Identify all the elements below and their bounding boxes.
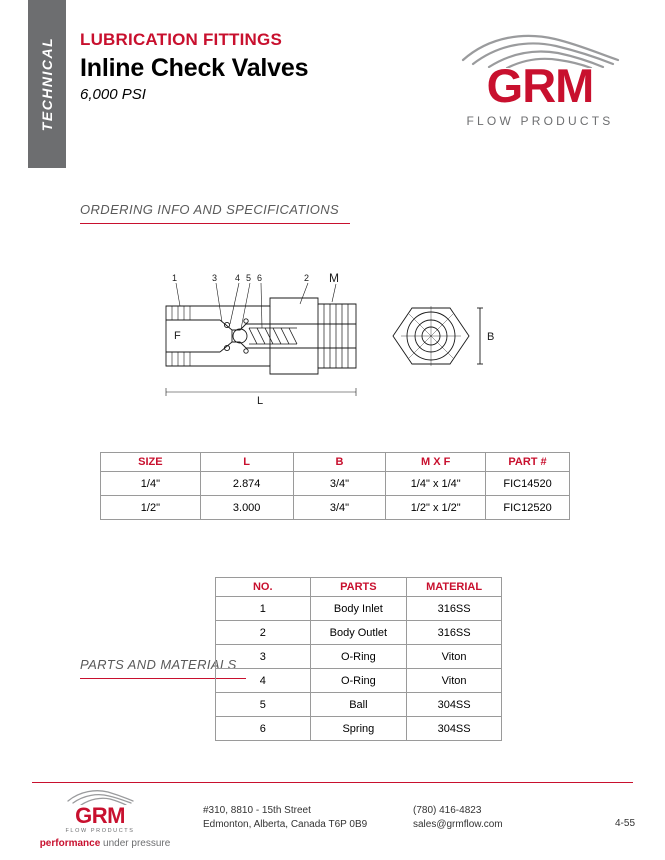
address-line-2: Edmonton, Alberta, Canada T6P 0B9 xyxy=(203,819,368,830)
col-mxf: M X F xyxy=(386,453,486,472)
address-line-1: #310, 8810 - 15th Street xyxy=(203,805,311,816)
cell-partno: FIC12520 xyxy=(486,496,570,520)
footer-divider xyxy=(32,782,633,783)
cell-no: 3 xyxy=(216,645,311,669)
callout-6: 6 xyxy=(257,273,263,283)
table-row xyxy=(216,621,502,645)
cell-part: O-Ring xyxy=(310,669,407,693)
callout-1: 1 xyxy=(172,273,178,283)
cell-no: 1 xyxy=(216,597,311,621)
page-title: Inline Check Valves xyxy=(80,54,309,82)
title-block xyxy=(80,30,308,103)
cell-size: 1/4" xyxy=(101,472,201,496)
cell-b: 3/4" xyxy=(293,496,386,520)
callout-4: 4 xyxy=(235,273,241,283)
cell-no: 2 xyxy=(216,621,311,645)
dimension-B: B xyxy=(487,331,495,343)
footer-contact xyxy=(413,804,503,832)
table-row xyxy=(216,669,502,693)
size-specifications-table xyxy=(100,452,570,520)
footer-address xyxy=(203,804,367,832)
col-b: B xyxy=(293,453,386,472)
cell-no: 6 xyxy=(216,717,311,741)
table-row xyxy=(216,597,502,621)
cell-partno: FIC14520 xyxy=(486,472,570,496)
footer-logo-tagline: FLOW PRODUCTS xyxy=(65,828,135,834)
cell-part: Ball xyxy=(310,693,407,717)
col-size: SIZE xyxy=(101,453,201,472)
cell-part: Spring xyxy=(310,717,407,741)
table-header-row xyxy=(101,453,570,472)
callout-F: F xyxy=(174,330,181,342)
callout-2: 2 xyxy=(304,273,310,283)
parts-materials-table xyxy=(215,577,502,741)
cell-part: Body Outlet xyxy=(310,621,407,645)
callout-5: 5 xyxy=(246,273,252,283)
cell-b: 3/4" xyxy=(293,472,386,496)
col-no: NO. xyxy=(216,578,311,597)
callout-M: M xyxy=(329,271,339,285)
cell-part: O-Ring xyxy=(310,645,407,669)
cell-l: 3.000 xyxy=(200,496,293,520)
footer-phone: (780) 416-4823 xyxy=(413,805,482,816)
col-l: L xyxy=(200,453,293,472)
valve-technical-drawing xyxy=(150,262,530,412)
col-material: MATERIAL xyxy=(407,578,502,597)
technical-tab xyxy=(28,0,66,168)
table-row xyxy=(101,472,570,496)
cell-part: Body Inlet xyxy=(310,597,407,621)
cell-material: 316SS xyxy=(407,621,502,645)
table-row xyxy=(216,645,502,669)
page-header xyxy=(0,0,665,168)
logo-wordmark: GRM xyxy=(486,59,594,112)
cell-material: Viton xyxy=(407,669,502,693)
footer-logo-wordmark: GRM xyxy=(75,803,125,828)
grm-logo xyxy=(445,30,635,145)
table-row xyxy=(216,693,502,717)
footer-email[interactable]: sales@grmflow.com xyxy=(413,819,503,830)
cell-material: 304SS xyxy=(407,717,502,741)
col-parts: PARTS xyxy=(310,578,407,597)
cell-size: 1/2" xyxy=(101,496,201,520)
table-header-row xyxy=(216,578,502,597)
cell-material: 316SS xyxy=(407,597,502,621)
footer-slogan-bold: performance xyxy=(39,838,101,849)
callout-3: 3 xyxy=(212,273,218,283)
footer-page-number: 4-55 xyxy=(614,818,635,829)
cell-mxf: 1/2" x 1/2" xyxy=(386,496,486,520)
cell-material: 304SS xyxy=(407,693,502,717)
section-heading-parts: PARTS AND MATERIALS xyxy=(80,657,246,679)
footer-slogan-rest: under pressure xyxy=(100,838,171,849)
page-footer xyxy=(0,788,665,848)
logo-tagline: FLOW PRODUCTS xyxy=(466,114,614,128)
cell-no: 5 xyxy=(216,693,311,717)
cell-mxf: 1/4" x 1/4" xyxy=(386,472,486,496)
cell-material: Viton xyxy=(407,645,502,669)
footer-logo xyxy=(35,788,165,834)
table-row xyxy=(101,496,570,520)
footer-slogan xyxy=(35,838,175,849)
cell-no: 4 xyxy=(216,669,311,693)
page-kicker: LUBRICATION FITTINGS xyxy=(80,30,282,49)
table-row xyxy=(216,717,502,741)
technical-tab-label: TECHNICAL xyxy=(39,36,55,132)
cell-l: 2.874 xyxy=(200,472,293,496)
page-subtitle: 6,000 PSI xyxy=(80,86,146,103)
section-heading-ordering: ORDERING INFO AND SPECIFICATIONS xyxy=(80,202,350,224)
dimension-L: L xyxy=(257,395,264,407)
col-partno: PART # xyxy=(486,453,570,472)
